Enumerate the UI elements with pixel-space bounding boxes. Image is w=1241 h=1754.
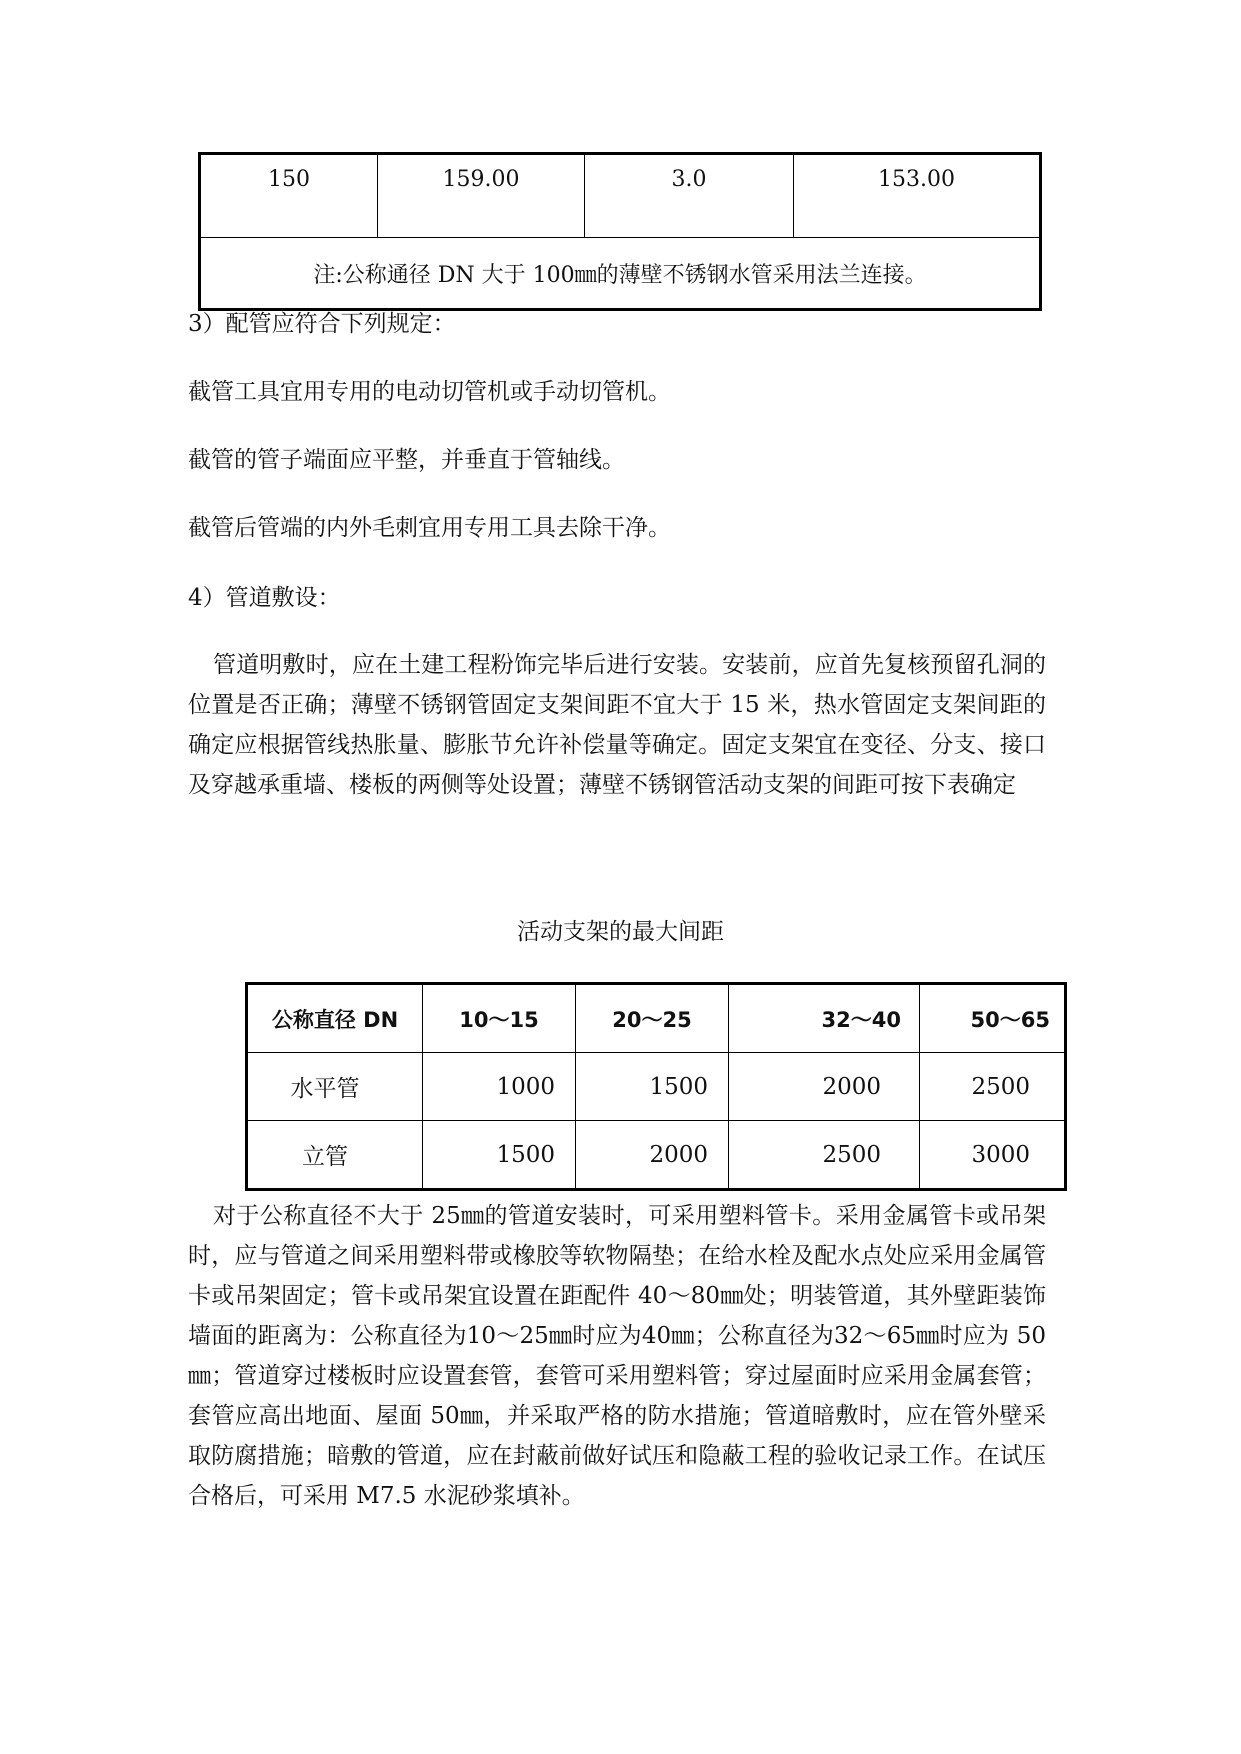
section-4-heading: 4）管道敷设： — [188, 585, 341, 611]
table-cell: 2000 — [576, 1121, 729, 1190]
section-3-line-2: 截管的管子端面应平整，并垂直于管轴线。 — [188, 447, 625, 473]
table-cell: 2500 — [729, 1121, 920, 1190]
table-caption: 活动支架的最大间距 — [517, 919, 724, 945]
table-row — [247, 1121, 1066, 1190]
table-cell: 1500 — [423, 1121, 576, 1190]
header-cell: 50～65 — [920, 984, 1066, 1053]
pipe-spec-table — [198, 152, 1042, 311]
table-cell: 153.00 — [794, 154, 1041, 238]
table-header-row — [247, 984, 1066, 1053]
section-3-heading: 3）配管应符合下列规定： — [188, 311, 456, 337]
table-cell: 3000 — [920, 1121, 1066, 1190]
row-label: 立管 — [247, 1121, 423, 1190]
row-label: 水平管 — [247, 1053, 423, 1121]
section-3-line-1: 截管工具宜用专用的电动切管机或手动切管机。 — [188, 379, 671, 405]
table-row — [200, 238, 1041, 310]
table-cell: 1000 — [423, 1053, 576, 1121]
table-cell: 159.00 — [378, 154, 585, 238]
table-cell: 2500 — [920, 1053, 1066, 1121]
table-cell: 1500 — [576, 1053, 729, 1121]
table-cell: 3.0 — [585, 154, 794, 238]
table-cell: 2000 — [729, 1053, 920, 1121]
table-row — [200, 154, 1041, 238]
header-cell: 公称直径 DN — [247, 984, 423, 1053]
table-note: 注:公称通径 DN 大于 100㎜的薄壁不锈钢水管采用法兰连接。 — [200, 238, 1041, 310]
header-cell: 10～15 — [423, 984, 576, 1053]
table-cell: 150 — [200, 154, 378, 238]
support-spacing-table — [245, 982, 1067, 1191]
section-3-line-3: 截管后管端的内外毛刺宜用专用工具去除干净。 — [188, 515, 671, 541]
section-4-paragraph: 管道明敷时，应在土建工程粉饰完毕后进行安装。安装前，应首先复核预留孔洞的位置是否正确；薄壁不锈钢管固定支架间距不宜大于 15 米，热水管固定支架间距的确定应根据管线热胀量、膨胀节允许补偿量等确定。固定支架宜在变径、分支、接口及穿越承重墙、楼板的两侧等处设置；薄壁不锈钢管活动支架的间距可按下表确定 — [188, 652, 1046, 798]
header-cell: 32～40 — [729, 984, 920, 1053]
header-cell: 20～25 — [576, 984, 729, 1053]
table-row — [247, 1053, 1066, 1121]
closing-paragraph: 对于公称直径不大于 25㎜的管道安装时，可采用塑料管卡。采用金属管卡或吊架时，应与管道之间采用塑料带或橡胶等软物隔垫；在给水栓及配水点处应采用金属管卡或吊架固定；管卡或吊架宜设置在距配件 40～80㎜处；明装管道，其外壁距装饰墙面的距离为：公称直径为10～25㎜时应为40㎜；公称直径为32～65㎜时应为 50㎜；管道穿过楼板时应设置套管，套管可采用塑料管；穿过屋面时应采用金属套管；套管应高出地面、屋面 50㎜，并采取严格的防水措施；管道暗敷时，应在管外壁采取防腐措施；暗敷的管道，应在封蔽前做好试压和隐蔽工程的验收记录工作。在试压合格后，可采用 M7.5 水泥砂浆填补。 — [188, 1203, 1046, 1509]
